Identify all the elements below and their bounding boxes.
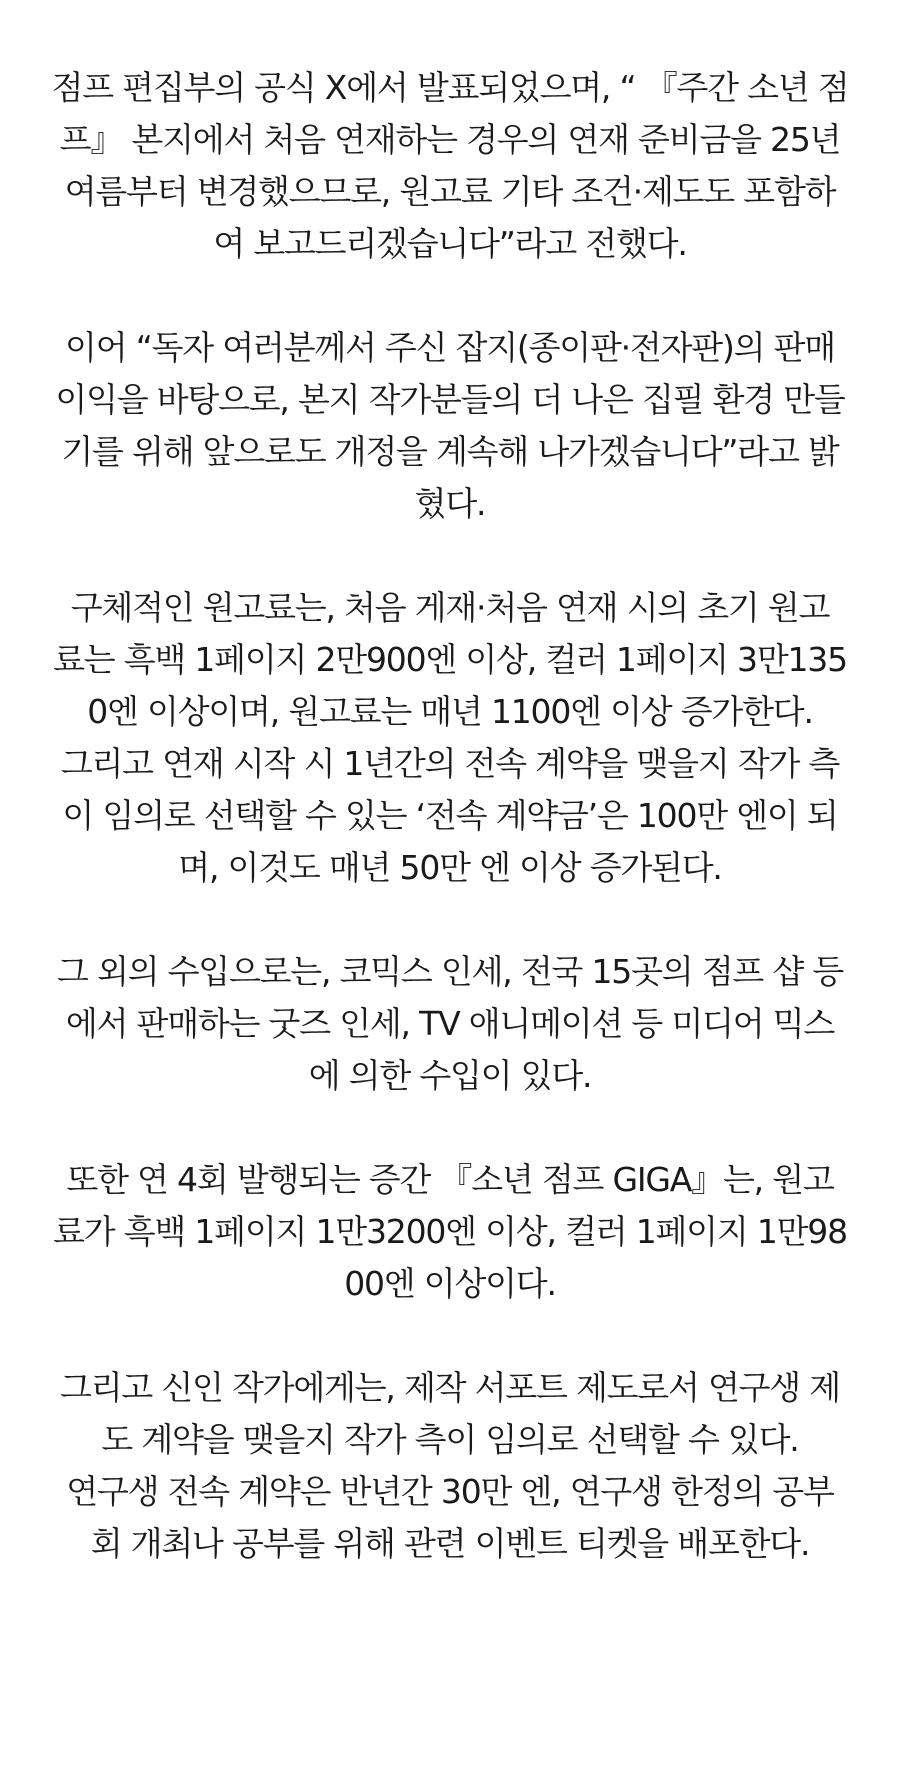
text-line: 그리고 연재 시작 시 1년간의 전속 계약을 맺을지 작가 측 [60, 744, 840, 783]
text-line: 에서 판매하는 굿즈 인세, TV 애니메이션 등 미디어 믹스 [65, 1004, 835, 1043]
text-line: 구체적인 원고료는, 처음 게재·처음 연재 시의 초기 원고 [70, 588, 830, 627]
text-line: 프』 본지에서 처음 연재하는 경우의 연재 준비금을 25년 [59, 120, 841, 159]
text-line: 연구생 전속 계약은 반년간 30만 엔, 연구생 한정의 공부 [66, 1472, 834, 1511]
text-line: 여 보고드리겠습니다”라고 전했다. [213, 224, 687, 263]
text-line: 료는 흑백 1페이지 2만900엔 이상, 컬러 1페이지 3만135 [53, 640, 847, 679]
text-line: 0엔 이상이며, 원고료는 매년 1100엔 이상 증가한다. [87, 692, 813, 731]
paragraph-other-income [30, 946, 870, 1102]
text-line: 기를 위해 앞으로도 개정을 계속해 나가겠습니다”라고 밝 [61, 432, 839, 471]
text-line: 며, 이것도 매년 50만 엔 이상 증가된다. [178, 848, 722, 887]
text-line: 이익을 바탕으로, 본지 작가분들의 더 나은 집필 환경 만들 [55, 380, 845, 419]
text-line: 에 의한 수입이 있다. [308, 1056, 592, 1095]
text-line: 그 외의 수입으로는, 코믹스 인세, 전국 15곳의 점프 샵 등 [56, 952, 844, 991]
text-line: 또한 연 4회 발행되는 증간 『소년 점프 GIGA』는, 원고 [66, 1160, 834, 1199]
paragraph-manuscript-fees [30, 582, 870, 894]
paragraph-quote [30, 322, 870, 530]
text-line: 점프 편집부의 공식 X에서 발표되었으며, “ 『주간 소년 점 [51, 68, 849, 107]
text-line: 혔다. [414, 484, 486, 523]
paragraph-giga [30, 1154, 870, 1310]
text-line: 여름부터 변경했으므로, 원고료 기타 조건·제도도 포함하 [64, 172, 836, 211]
paragraph-new-authors [30, 1362, 870, 1570]
text-line: 그리고 신인 작가에게는, 제작 서포트 제도로서 연구생 제 [60, 1368, 840, 1407]
text-line: 료가 흑백 1페이지 1만3200엔 이상, 컬러 1페이지 1만98 [53, 1212, 847, 1251]
text-line: 이어 “독자 여러분께서 주신 잡지(종이판·전자판)의 판매 [65, 328, 835, 367]
text-line: 00엔 이상이다. [344, 1264, 556, 1303]
text-line: 이 임의로 선택할 수 있는 ‘전속 계약금’은 100만 엔이 되 [62, 796, 838, 835]
text-line: 도 계약을 맺을지 작가 측이 임의로 선택할 수 있다. [101, 1420, 799, 1459]
paragraph-announcement [30, 62, 870, 270]
text-line: 회 개최나 공부를 위해 관련 이벤트 티켓을 배포한다. [90, 1524, 810, 1563]
